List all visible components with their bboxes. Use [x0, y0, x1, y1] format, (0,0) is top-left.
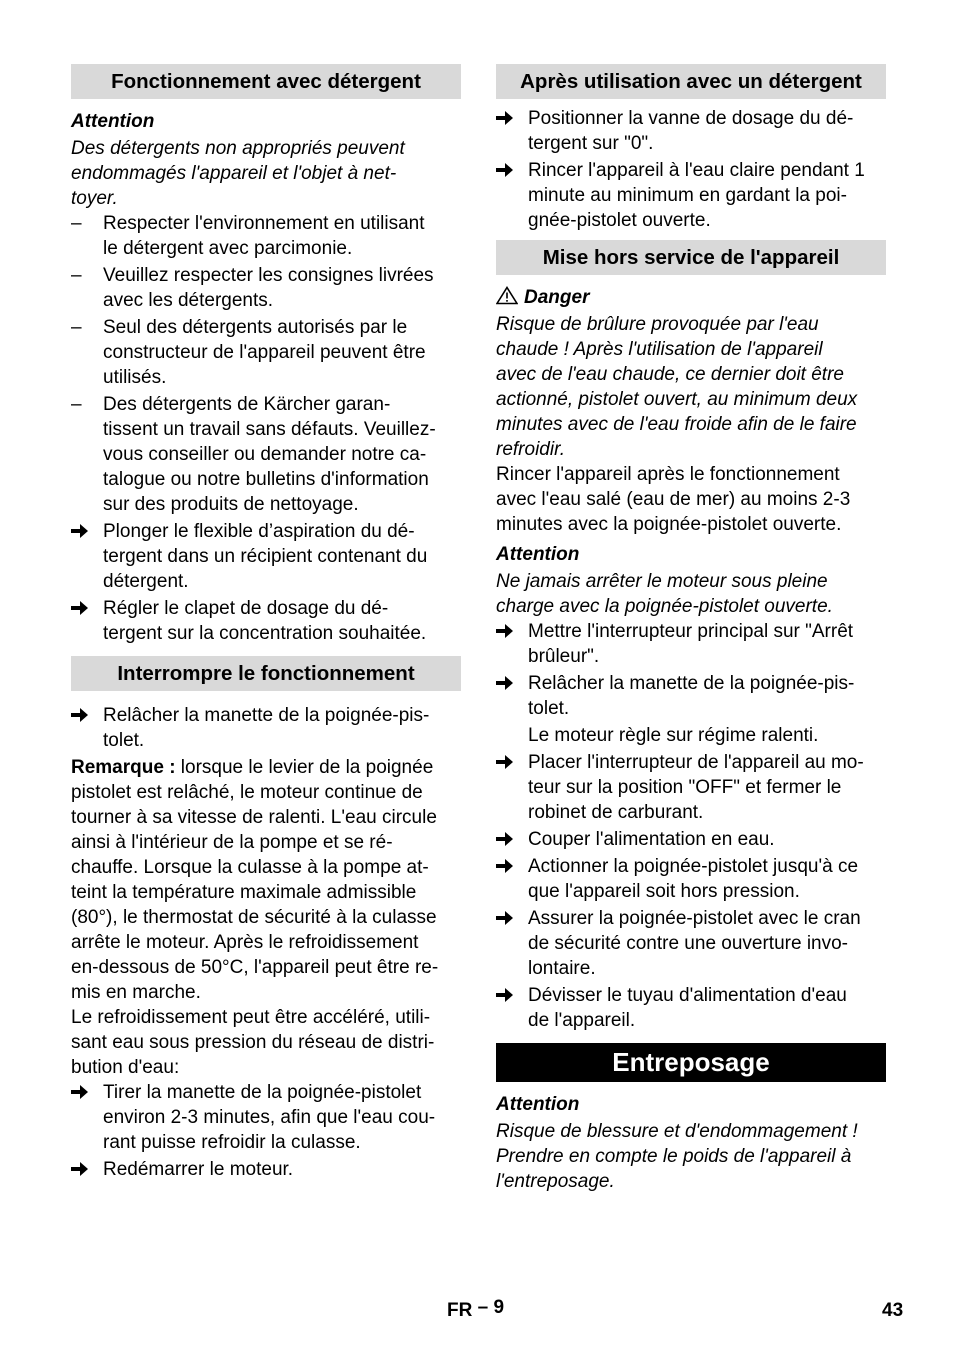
arrow-list-interrupt — [71, 703, 461, 753]
text-line: minutes avec la poignée-pistolet ouverte. — [496, 514, 842, 535]
item-line: le détergent avec parcimonie. — [103, 238, 353, 259]
text-line: actionné, pistolet ouvert, au minimum deux — [496, 389, 858, 410]
text-line: charge avec la poignée-pistolet ouverte. — [496, 596, 833, 617]
text-line: avec de l'eau chaude, ce dernier doit être — [496, 364, 844, 385]
item-line: Placer l'interrupteur de l'appareil au mo- — [528, 752, 864, 773]
item-line: environ 2-3 minutes, afin que l'eau cou- — [103, 1107, 436, 1128]
dash-list-item — [71, 211, 461, 261]
text-line: refroidir. — [496, 439, 565, 460]
item-line: robinet de carburant. — [528, 802, 704, 823]
arrow-list-item — [496, 983, 886, 1033]
arrow-list-item — [71, 1080, 461, 1155]
dash-list-item — [71, 392, 461, 517]
dash-list-item — [71, 263, 461, 313]
right-column — [496, 64, 886, 1194]
text-line: teint la température maximale admissible — [71, 882, 417, 903]
text-line: pistolet est relâché, le moteur continue de — [71, 782, 423, 803]
arrow-list-item — [71, 703, 461, 753]
arrow-list-item — [71, 1157, 461, 1182]
arrow-list-item — [496, 158, 886, 233]
item-line: Des détergents de Kärcher garan- — [103, 394, 391, 415]
item-line: minute au minimum en gardant la poi- — [528, 185, 847, 206]
arrow-list-item — [496, 854, 886, 904]
dash-bullet: – — [71, 265, 82, 286]
footer-dash: – — [477, 1297, 489, 1318]
arrow-list-item — [496, 619, 886, 669]
footer-section-ref — [447, 1298, 504, 1323]
arrow-right-icon — [71, 1080, 95, 1099]
item-line: tergent sur la concentration souhaitée. — [103, 623, 427, 644]
arrow-right-icon — [71, 519, 95, 538]
item-line: Respecter l'environnement en utilisant — [103, 213, 425, 234]
item-line: tergent sur "0". — [528, 133, 654, 154]
item-line: que l'appareil soit hors pression. — [528, 881, 800, 902]
text-line: chauffe. Lorsque la culasse à la pompe at- — [71, 857, 429, 878]
item-line: lontaire. — [528, 958, 596, 979]
arrow-list-shutdown-a — [496, 619, 886, 721]
arrow-right-icon — [496, 158, 520, 177]
arrow-list-shutdown-b — [496, 750, 886, 1033]
arrow-right-icon — [496, 827, 520, 846]
arrow-list-item — [71, 596, 461, 646]
arrow-list-item — [71, 519, 461, 594]
item-line: Relâcher la manette de la poignée-pis- — [528, 673, 855, 694]
item-line: de l'appareil. — [528, 1010, 636, 1031]
arrow-list-item — [496, 106, 886, 156]
attention-text — [71, 136, 461, 211]
item-line: tolet. — [103, 730, 145, 751]
item-line: gnée-pistolet ouverte. — [528, 210, 711, 231]
item-line: talogue ou notre bulletins d'information — [103, 469, 429, 490]
text-line: chaude ! Après l'utilisation de l'appareil — [496, 339, 823, 360]
cooling-paragraph — [71, 1005, 461, 1080]
idle-note: Le moteur règle sur régime ralenti. — [528, 725, 819, 746]
attention-label-storage: Attention — [496, 1094, 580, 1115]
attention-text-storage — [496, 1119, 886, 1194]
remark-first-line: lorsque le levier de la poignée — [175, 757, 434, 778]
arrow-list-detergent — [71, 519, 461, 646]
text-line: l'entreposage. — [496, 1171, 615, 1192]
item-line: Actionner la poignée-pistolet jusqu'à ce — [528, 856, 859, 877]
arrow-list-item — [496, 671, 886, 721]
item-line: Redémarrer le moteur. — [103, 1159, 294, 1180]
remark-paragraph — [71, 755, 461, 1005]
section-heading-after-use: Après utilisation avec un détergent — [496, 64, 886, 99]
item-line: rant puisse refroidir la culasse. — [103, 1132, 361, 1153]
text-line: sant eau sous pression du réseau de distri- — [71, 1032, 435, 1053]
dash-bullet: – — [71, 394, 82, 415]
remark-label: Remarque : — [71, 757, 176, 778]
item-line: vous conseiller ou demander notre ca- — [103, 444, 427, 465]
text-line: toyer. — [71, 188, 118, 209]
item-line: tissent un travail sans défauts. Veuillez- — [103, 419, 436, 440]
footer-lang: FR — [447, 1300, 473, 1321]
item-line: Relâcher la manette de la poignée-pis- — [103, 705, 430, 726]
text-line: Risque de brûlure provoquée par l'eau — [496, 314, 819, 335]
arrow-right-icon — [496, 906, 520, 925]
text-line: arrête le moteur. Après le refroidissement — [71, 932, 419, 953]
dash-list — [71, 211, 461, 517]
left-column — [71, 64, 461, 1182]
item-line: Positionner la vanne de dosage du dé- — [528, 108, 854, 129]
item-line: Régler le clapet de dosage du dé- — [103, 598, 389, 619]
rinse-paragraph — [496, 462, 886, 537]
item-line: de sécurité contre une ouverture invo- — [528, 933, 849, 954]
text-line: Risque de blessure et d'endommagement ! — [496, 1121, 858, 1142]
arrow-list-item — [496, 906, 886, 981]
arrow-right-icon — [496, 106, 520, 125]
item-line: Plonger le flexible d’aspiration du dé- — [103, 521, 415, 542]
text-line: en-dessous de 50°C, l'appareil peut être re- — [71, 957, 439, 978]
arrow-right-icon — [496, 854, 520, 873]
attention-text-right — [496, 569, 886, 619]
page-number: 43 — [882, 1300, 904, 1321]
item-line: Assurer la poignée-pistolet avec le cran — [528, 908, 861, 929]
text-line: ainsi à l'intérieur de la pompe et se ré- — [71, 832, 393, 853]
warning-triangle-icon — [496, 286, 518, 305]
item-line: Rincer l'appareil à l'eau claire pendant 1 — [528, 160, 865, 181]
item-line: brûleur". — [528, 646, 600, 667]
text-line: tourner à sa vitesse de ralenti. L'eau circule — [71, 807, 437, 828]
item-line: Couper l'alimentation en eau. — [528, 829, 775, 850]
item-line: détergent. — [103, 571, 189, 592]
arrow-right-icon — [71, 703, 95, 722]
arrow-right-icon — [496, 983, 520, 1002]
dash-list-item — [71, 315, 461, 390]
remark-text — [71, 780, 461, 1005]
section-heading-shutdown: Mise hors service de l'appareil — [496, 240, 886, 275]
arrow-list-after-use — [496, 106, 886, 233]
danger-text — [496, 312, 886, 462]
arrow-list-item — [496, 750, 886, 825]
text-line: minutes avec de l'eau froide afin de le faire — [496, 414, 857, 435]
text-line: Prendre en compte le poids de l'appareil à — [496, 1146, 852, 1167]
item-line: Mettre l'interrupteur principal sur "Arrêt — [528, 621, 854, 642]
text-line: mis en marche. — [71, 982, 201, 1003]
item-line: constructeur de l'appareil peuvent être — [103, 342, 426, 363]
item-line: Dévisser le tuyau d'alimentation d'eau — [528, 985, 847, 1006]
section-heading-interrupt: Interrompre le fonctionnement — [71, 656, 461, 691]
item-line: sur des produits de nettoyage. — [103, 494, 359, 515]
arrow-right-icon — [71, 1157, 95, 1176]
attention-label: Attention — [71, 111, 155, 132]
text-line: avec l'eau salé (eau de mer) au moins 2-3 — [496, 489, 851, 510]
arrow-right-icon — [496, 671, 520, 690]
item-line: teur sur la position "OFF" et fermer le — [528, 777, 842, 798]
item-line: utilisés. — [103, 367, 167, 388]
danger-label-text: Danger — [524, 287, 590, 308]
attention-label-right: Attention — [496, 544, 580, 565]
text-line: endommagés l'appareil et l'objet à net- — [71, 163, 397, 184]
arrow-list-item — [496, 827, 886, 852]
text-line: Le refroidissement peut être accéléré, utili- — [71, 1007, 431, 1028]
text-line: (80°), le thermostat de sécurité à la culasse — [71, 907, 437, 928]
text-line: Ne jamais arrêter le moteur sous pleine — [496, 571, 828, 592]
section-heading-storage: Entreposage — [496, 1043, 886, 1082]
danger-label — [496, 285, 886, 310]
dash-bullet: – — [71, 213, 82, 234]
arrow-right-icon — [496, 750, 520, 769]
item-line: Seul des détergents autorisés par le — [103, 317, 408, 338]
text-line: Rincer l'appareil après le fonctionnement — [496, 464, 840, 485]
item-line: avec les détergents. — [103, 290, 274, 311]
item-line: tolet. — [528, 698, 570, 719]
text-line: bution d'eau: — [71, 1057, 180, 1078]
item-line: tergent dans un récipient contenant du — [103, 546, 428, 567]
arrow-right-icon — [71, 596, 95, 615]
item-line: Tirer la manette de la poignée-pistolet — [103, 1082, 422, 1103]
section-heading-detergent: Fonctionnement avec détergent — [71, 64, 461, 99]
footer-section-page: 9 — [493, 1297, 505, 1318]
dash-bullet: – — [71, 317, 82, 338]
arrow-list-cooling — [71, 1080, 461, 1182]
arrow-right-icon — [496, 619, 520, 638]
text-line: Des détergents non appropriés peuvent — [71, 138, 405, 159]
item-line: Veuillez respecter les consignes livrées — [103, 265, 434, 286]
